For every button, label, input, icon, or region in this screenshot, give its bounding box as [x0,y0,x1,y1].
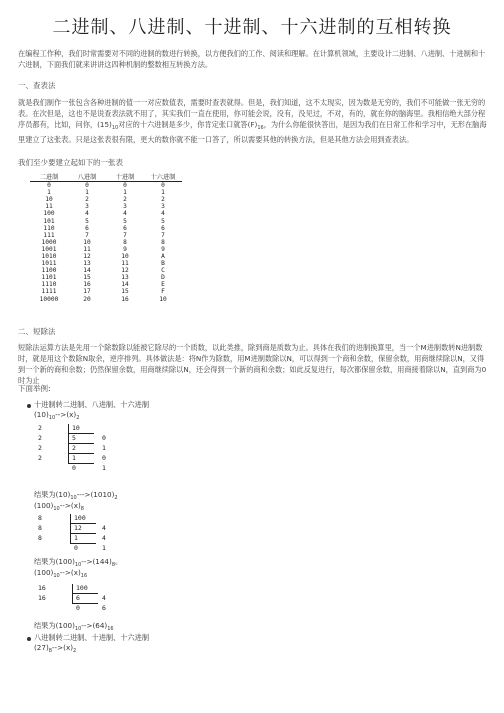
table-cell: 0 [47,182,51,190]
table-cell: 6 [123,224,127,232]
division-line [68,463,94,464]
table-cell: F [161,288,165,296]
division-line [70,543,96,544]
table-cell: 1 [47,189,51,197]
table-cell: 6 [161,224,165,232]
table-cell: 11 [45,203,53,211]
table-cell: 100 [43,210,55,218]
division-line [68,433,94,434]
page-title: 二进制、八进制、十进制、十六进制的互相转换 [52,17,452,38]
table-row [30,225,182,232]
table-cell: 1101 [41,274,57,282]
table-cell: 10 [159,295,167,303]
table-cell: 2 [161,196,165,204]
table-cell: 110 [43,224,55,232]
example-label: 下面举例: [18,384,51,393]
table-row [30,203,182,210]
table-cell: 111 [43,231,55,239]
calc-value: 5 [72,434,76,442]
table-cell: 1000 [41,238,57,246]
table-cell: 17 [83,288,91,296]
section-heading-short-division: 二、短除法 [18,327,56,336]
table-cell: 8 [161,238,165,246]
calc-remainder: 4 [102,534,106,542]
table-header-cell: 二进制 [30,172,68,182]
table-body [30,182,182,303]
table-cell: 4 [85,210,89,218]
table-cell: 10 [45,196,53,204]
table-cell: 1 [161,189,165,197]
bullet [27,637,31,641]
lookup-text-2: 对应的十六进制是多少，你肯定张口就答(F) [118,120,258,129]
table-header-row [30,172,182,182]
calc-value: 0 [76,604,80,612]
calc-remainder: 4 [102,524,106,532]
division-line [70,533,96,534]
table-row [30,296,182,303]
table-cell: 0 [85,182,89,190]
table-cell: C [161,267,165,275]
calc-divisor: 8 [38,524,42,532]
table-row [30,239,182,246]
table-cell: 1 [85,189,89,197]
table-cell: 16 [121,295,129,303]
table-cell: 15 [83,274,91,282]
table-cell: 16 [83,281,91,289]
table-cell: 2 [123,196,127,204]
table-cell: 14 [83,267,91,275]
division-line [70,523,96,524]
table-cell: A [161,252,165,260]
table-row [30,267,182,274]
section-heading-lookup: 一、查表法 [18,81,56,90]
table-cell: 5 [161,217,165,225]
table-cell: 11 [83,245,91,253]
calc-value: 100 [74,514,86,522]
base-conversion-table [30,172,182,303]
table-row [30,196,182,203]
table-cell: 11 [121,260,129,268]
table-cell: 0 [161,182,165,190]
table-header-cell: 八进制 [68,172,106,182]
calc-value: 2 [72,444,76,452]
table-cell: 7 [85,231,89,239]
table-cell: 10000 [39,295,59,303]
calc-divisor: 2 [38,444,42,452]
subscript: 10 [111,125,119,131]
calc-value: 6 [76,594,80,602]
table-cell: 13 [83,260,91,268]
calc-value: 0 [74,544,78,552]
division-line [68,443,94,444]
table-cell: 7 [123,231,127,239]
lookup-paragraph [18,97,490,145]
lookup-text-1: 就是我们制作一张包含各种进制的值一一对应数值表，需要时查表就得。但是，我们知道，这不太现实，因为数是无穷的，我们不可能做一张无穷的表。在次但是，这也不是说查表法就不用了，其实我们一直在使用，你可能会说，没有，没见过，不对，有的，就在你的脑海里。我相信绝大部分程序员都有，比如，问你，(15) [18,98,486,129]
table-cell: 8 [123,238,127,246]
table-cell: 2 [85,196,89,204]
calc-divisor: 16 [38,594,46,602]
table-row [30,274,182,281]
table-header-cell: 十进制 [106,172,144,182]
division-calc-base2 [38,424,108,484]
table-row [30,260,182,267]
division-calc-base8 [38,514,108,554]
table-row [30,246,182,253]
table-row [30,232,182,239]
formula-3: $(100)_{10}-->(x)_{16}$ [34,568,88,579]
table-cell: 3 [85,203,89,211]
division-line [72,593,98,594]
table-cell: B [161,260,165,268]
table-row [30,253,182,260]
calc-divisor: 16 [38,584,46,592]
table-cell: 10 [83,238,91,246]
formula-1: $(10)_{10}-->(x)_2$ [34,410,80,421]
table-row [30,182,182,190]
table-cell: 5 [85,217,89,225]
example-item-1: 十进制转二进制、八进制、十六进制 [34,400,150,409]
formula-4: $(27)_8-->(x)_2$ [34,643,77,654]
result-2: 结果为$(100)_{10}-->(144)_8$。 [34,557,123,568]
result-1: 结果为$(10)_{10}--->(1010)_2$ [34,490,118,501]
table-cell: 7 [161,231,165,239]
calc-remainder: 1 [102,444,106,452]
table-cell: 6 [85,224,89,232]
table-header-cell: 十六进制 [144,172,182,182]
calc-divisor: 2 [38,434,42,442]
table-cell: 1100 [41,267,57,275]
table-cell: 5 [123,217,127,225]
calc-remainder: 1 [102,464,106,472]
table-cell: 1010 [41,252,57,260]
calc-value: 1 [74,534,78,542]
formula-2: $(100)_{10}-->(x)_8$ [34,501,84,512]
table-cell: 12 [83,252,91,260]
calc-remainder: 0 [102,434,106,442]
division-calc-base16 [38,584,108,614]
table-cell: 12 [121,267,129,275]
calc-value: 1 [72,454,76,462]
table-cell: 4 [161,210,165,218]
table-cell: 1 [123,189,127,197]
calc-value: 10 [72,424,80,432]
calc-divisor: 2 [38,454,42,462]
division-line [72,603,98,604]
table-row [30,189,182,196]
calc-value: 100 [76,584,88,592]
division-line [68,453,94,454]
table-cell: 3 [123,203,127,211]
table-cell: E [161,281,165,289]
subscript: 16 [257,125,264,131]
table-cell: 0 [123,182,127,190]
result-3: 结果为$(100)_{10}-->(64)_{16}$ [34,621,114,632]
calc-value: 0 [72,464,76,472]
table-cell: 9 [123,245,127,253]
calc-remainder: 6 [102,604,106,612]
table-cell: 14 [121,281,129,289]
calc-divisor: 8 [38,514,42,522]
table-cell: 13 [121,274,129,282]
calc-remainder: 4 [102,594,106,602]
table-cell: 20 [83,295,91,303]
table-cell: 15 [121,288,129,296]
table-cell: 3 [161,203,165,211]
table-row [30,217,182,224]
table-row [30,210,182,217]
table-row [30,288,182,295]
table-cell: 9 [161,245,165,253]
table-cell: 4 [123,210,127,218]
table-cell: 10 [121,252,129,260]
short-division-paragraph: 短除法运算方法是先用一个除数除以能被它除尽的一个质数，以此类推，除到商是质数为止。具体在我们的进制换算里，当一个M进制数转N进制数时，就是用这个数除N取余，逆序排列。具体做法是：将N作为除数，用M进制数除以N，可以得到一个商和余数，保留余数，用商继续除以N，又得到一个新的商和余数；仍然保留余数，用商继续除以N，还会得到一个新的商和余数；如此反复进行，每次都保留余数，用商接着除以N，直到商为0时为止 [18,343,487,385]
table-cell: 1001 [41,245,57,253]
calc-value: 12 [74,524,82,532]
calc-remainder: 1 [102,544,106,552]
calc-divisor: 8 [38,534,42,542]
calc-divisor: 2 [38,424,42,432]
table-row [30,281,182,288]
lookup-text-3: ，为什么你能很快答出，是因为我们在日常工作和学习中，无形在脑海里建立了这张表。只是这张表很有限，更大的数你就不能一口答了，所以需要其他的转换方法，但是其他方法会用到查表法。 [18,120,487,144]
table-cell: 101 [43,217,55,225]
table-cell: 1110 [41,281,57,289]
table-cell: 1011 [41,260,57,268]
table-cell: 1111 [41,288,57,296]
bullet [27,404,31,408]
intro-paragraph: 在编程工作种，我们时常需要对不同的进制的数进行转换，以方便我们的工作、阅读和理解。在计算机领域，主要设计二进制、八进制、十进制和十六进制，下面我们就来讲讲这四种机制的整数相互转换方法。 [18,49,486,69]
example-item-2: 八进制转二进制、十进制、十六进制 [34,633,150,642]
calc-remainder: 0 [102,454,106,462]
table-cell: D [161,274,165,282]
table-intro: 我们至少要建立起如下的一张表 [18,158,123,167]
